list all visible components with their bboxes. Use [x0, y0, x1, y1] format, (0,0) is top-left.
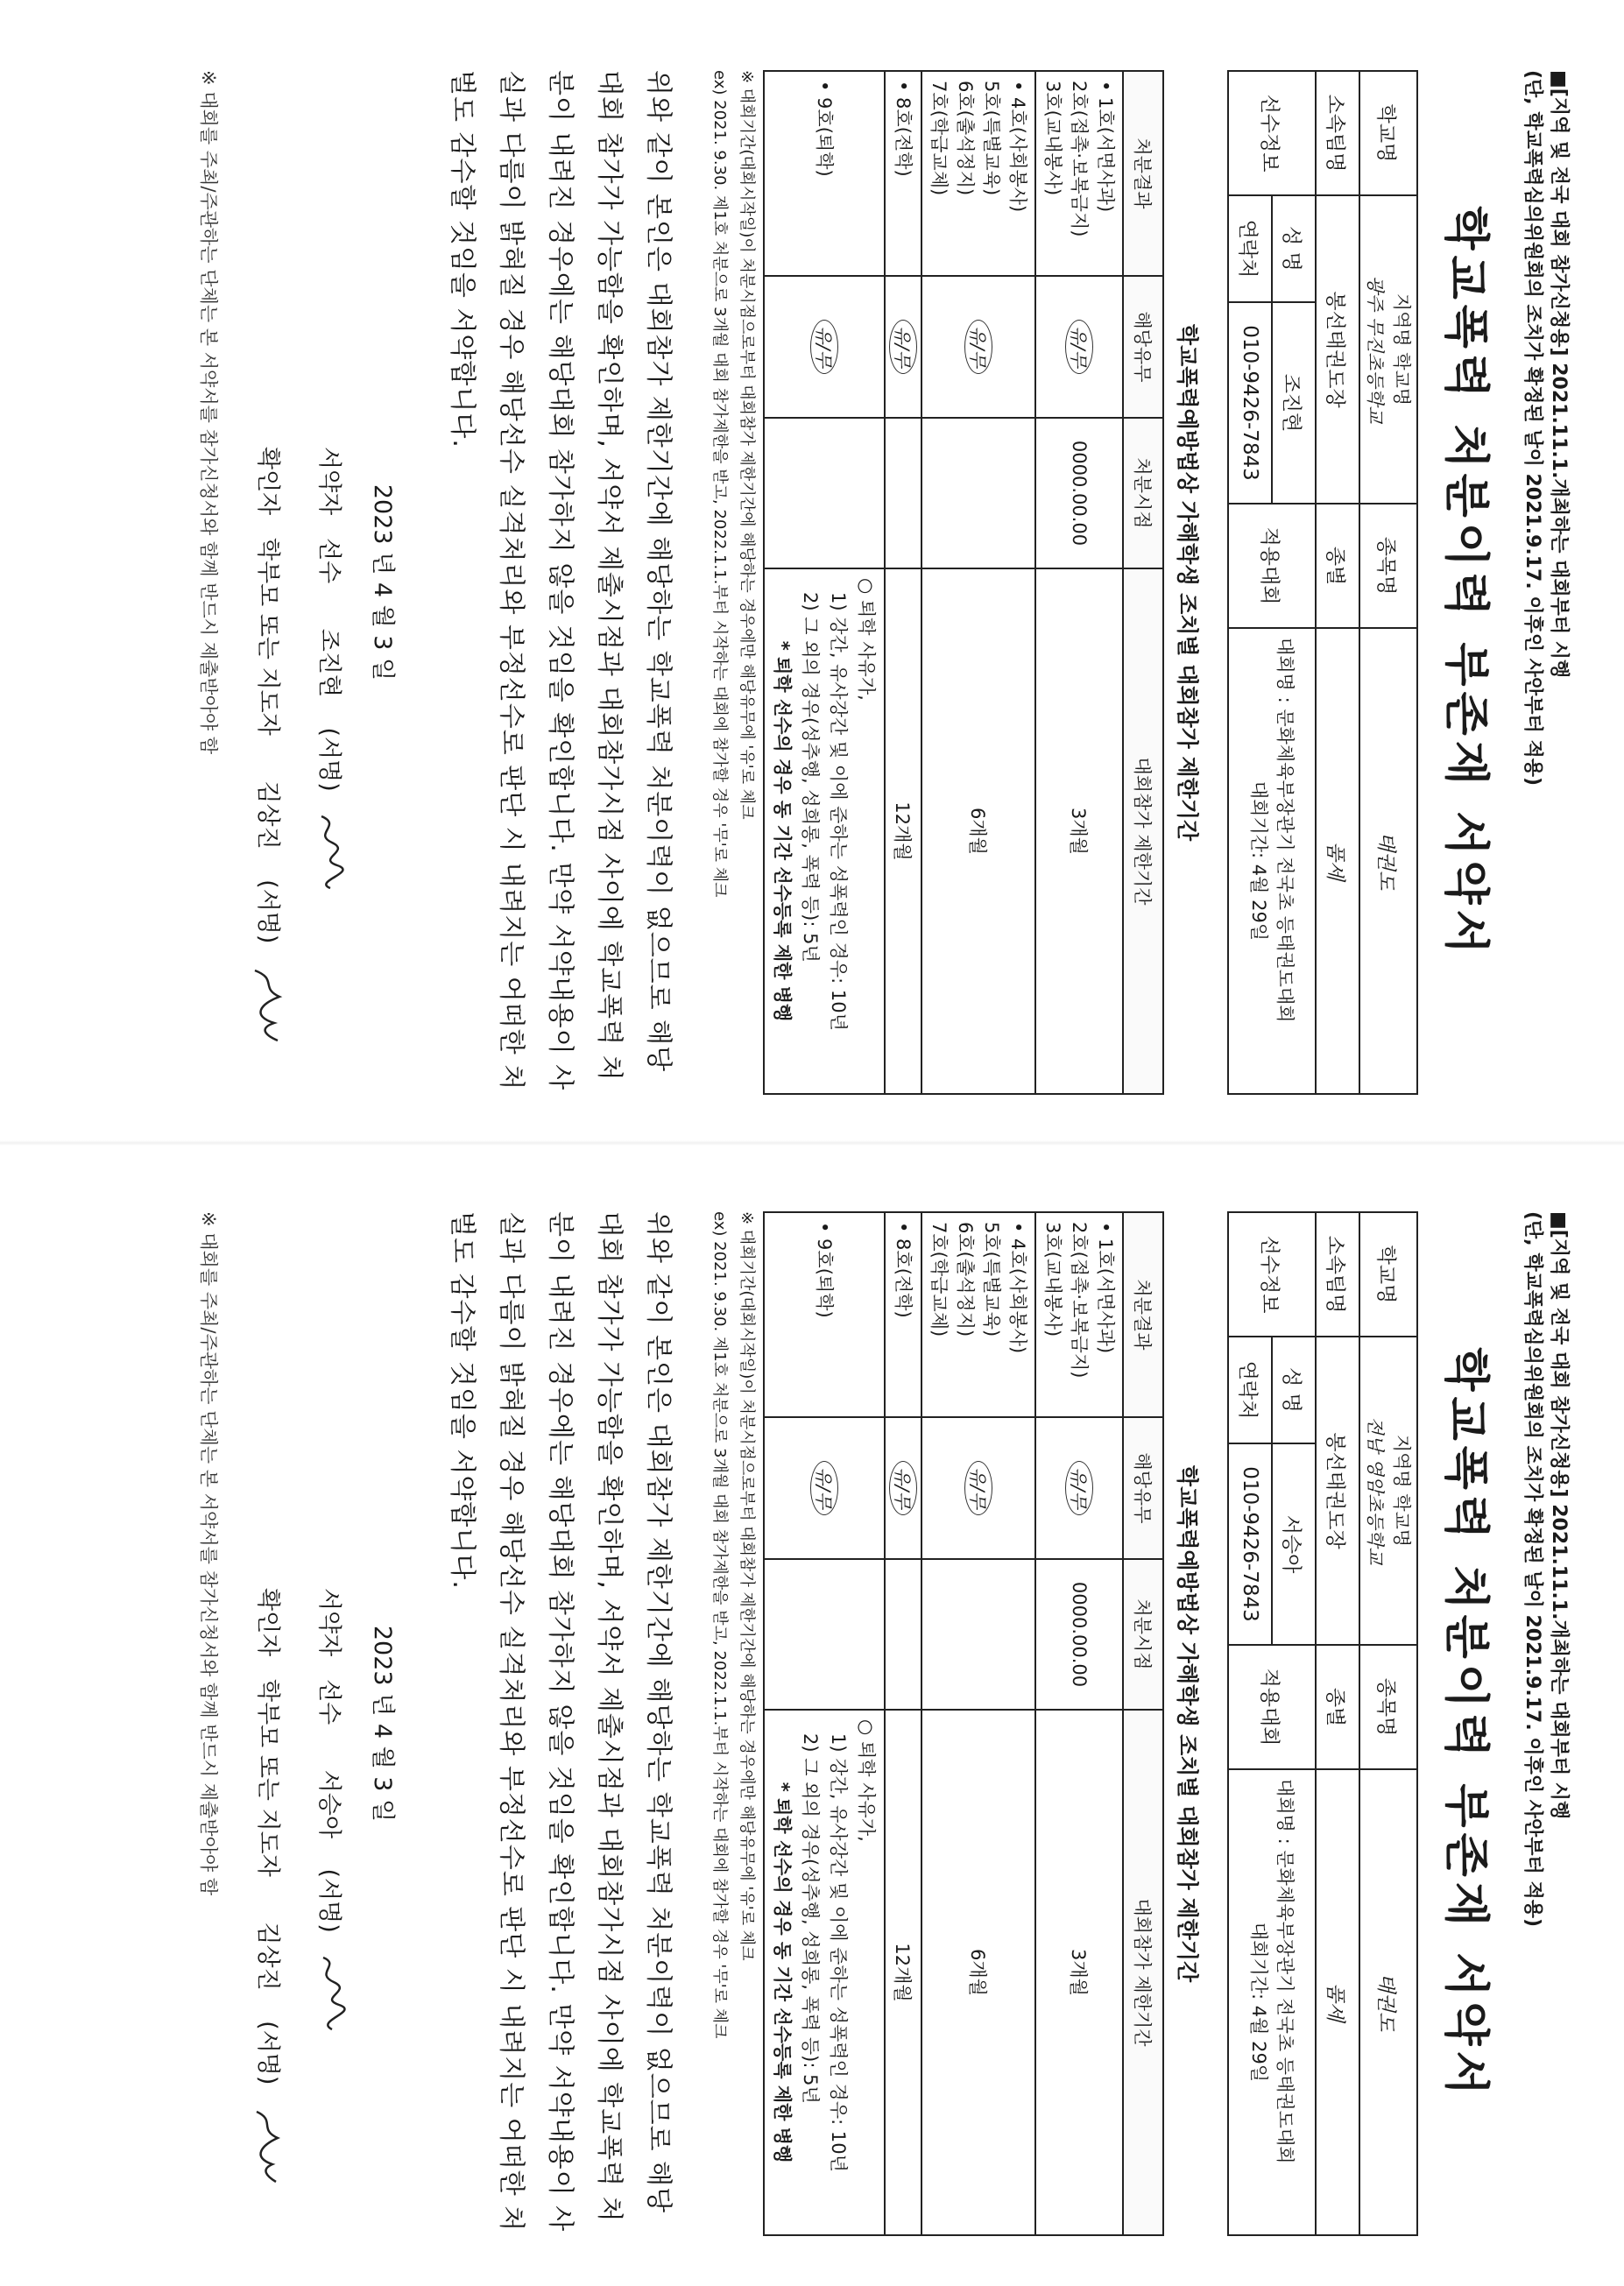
event-value: 태권도 — [1359, 628, 1417, 1094]
date-cell: 0000.00.00 — [1035, 1559, 1123, 1710]
phone-label: 연락처 — [1228, 195, 1272, 302]
footnote-2: ex) 2021. 9.30. 제1호 처분으로 3개월 대회 참가제한을 받고, 2022.1.1.부터 시작하는 대회에 참가할 경우 '무'로 체크 — [710, 70, 729, 898]
section-title: 학교폭력예방법상 가해학생 조치별 대회참가 제한기간 — [1175, 1464, 1200, 1983]
pledge-document-right — [0, 1176, 1592, 2271]
table-row — [764, 71, 885, 1094]
confirmer-seal: (서명) — [254, 2021, 281, 2085]
date-cell — [885, 1559, 921, 1710]
sign-date: 2023 년 4 월 3 일 — [369, 483, 396, 681]
signer-seal: (서명) — [315, 1868, 342, 1933]
yn-mark: 유/무 — [964, 1461, 992, 1515]
phone-value: 010-9426-7843 — [1228, 1443, 1272, 1645]
signature-mark — [247, 2106, 287, 2185]
disposition-line: • 8호(전학) — [893, 81, 914, 177]
competition-label: 적용대회 — [1228, 504, 1316, 628]
signer-line — [307, 70, 350, 1095]
disposition-line: 5호(특별교육) — [981, 81, 1002, 196]
table-row — [1035, 1212, 1123, 2235]
footnote-2: ex) 2021. 9.30. 제1호 처분으로 3개월 대회 참가제한을 받고, 2022.1.1.부터 시작하는 대회에 참가할 경우 '무'로 체크 — [710, 1211, 729, 2039]
competition-cell — [1228, 1769, 1316, 2235]
col-date: 처분시점 — [1123, 418, 1163, 568]
confirmer-seal: (서명) — [254, 879, 281, 944]
signer-seal: (서명) — [315, 727, 342, 792]
col-disposition: 처분결과 — [1123, 1212, 1163, 1417]
expel-note: * 퇴학 선수의 경우 동 기간 선수등록 제한 병행 — [772, 1782, 793, 2163]
competition-value: 대회명 : 문화체육부장관기 전국초 등태권도대회 — [1274, 638, 1296, 1023]
limit-cell: 6개월 — [921, 1710, 1035, 2235]
disposition-line: 2호(접촉·보복금지) — [1069, 1222, 1090, 1379]
limit-cell: 6개월 — [921, 568, 1035, 1094]
period-value: 대회기간: 4월 29일 — [1248, 780, 1269, 942]
confirmer-label: 확인자 — [254, 447, 281, 516]
yn-cell — [764, 1417, 885, 1559]
school-value: 광주 무진초등학교 — [1365, 275, 1386, 424]
disposition-line: • 8호(전학) — [893, 1222, 914, 1318]
col-date: 처분시점 — [1123, 1559, 1163, 1710]
table-row — [885, 71, 921, 1094]
col-disposition: 처분결과 — [1123, 71, 1163, 276]
disposition-line: • 9호(퇴학) — [814, 1222, 835, 1318]
yn-mark: 유/무 — [889, 320, 917, 374]
date-cell — [764, 1559, 885, 1710]
bottom-note: ※ 대회를 주최/주관하는 단체는 본 서약서를 참가신청서와 함께 반드시 제출받아야 함 — [198, 70, 219, 755]
name-label: 성 명 — [1272, 195, 1316, 302]
yn-cell — [1035, 276, 1123, 418]
date-cell — [885, 418, 921, 568]
event-type-value: 품세 — [1316, 628, 1359, 1094]
yn-mark: 유/무 — [810, 1461, 838, 1515]
team-label: 소속팀명 — [1316, 1212, 1359, 1337]
pledge-text: 위와 같이 본인은 대회참가 제한기간에 해당하는 학교폭력 처분이력이 없으므로 해당 대회 참가가 가능함을 확인하며, 서약서 제출시점과 대회참가시점 사이에 학교폭력 처분이 내려진 경우에는 해당대회 참가하지 않을 것임을 확인합니다. 만약 서약내용이 사실과 다름이 밝혀질 경우 해당선수 실격처리와 부정선수로 판단 시 내려지는 어떠한 처벌도 감수할 것임을 서약합니다. — [447, 70, 674, 1091]
notice-sub: (단, 학교폭력심의위원회의 조치가 확정된 날이 2021.9.17. 이후인 사안부터 적용) — [1522, 70, 1543, 787]
table-row — [921, 1212, 1035, 2235]
notice: ■[지역 및 전국 대회 참가신청용] 2021.11.1.개최하는 대회부터 시행 — [1548, 1211, 1570, 1820]
limit-cell: 12개월 — [885, 568, 921, 1094]
expel-rule-1: 1) 강간, 유사강간 및 이에 준하는 성폭력인 경우: 10년 — [828, 592, 849, 1031]
disposition-cell — [1035, 71, 1123, 276]
disposition-cell — [764, 1212, 885, 1417]
confirmer-line — [245, 1211, 289, 2236]
footnote-1: ※ 대회기간(대회시작일)이 처분시점으로부터 대회참가 제한기간에 해당하는 경우에만 해당유무에 '유'로 체크 — [738, 1211, 756, 1961]
event-type-label: 종별 — [1316, 504, 1359, 628]
confirmer-label: 확인자 — [254, 1588, 281, 1657]
school-cell — [1359, 1337, 1417, 1645]
competition-value: 대회명 : 문화체육부장관기 전국초 등태권도대회 — [1274, 1779, 1296, 2164]
scan-page-right — [0, 1143, 1624, 2286]
region-school-label: 지역명 학교명 — [1391, 1434, 1412, 1548]
col-limit: 대회참가 제한기간 — [1123, 568, 1163, 1094]
document-title: 학교폭력 처분이력 부존재 서약서 — [1439, 1347, 1492, 2100]
signer-name: 조진현 — [315, 628, 342, 698]
disposition-cell — [1035, 1212, 1123, 1417]
signer-name: 서승아 — [315, 1769, 342, 1839]
expel-head: ○ 퇴학 사유가, — [856, 1719, 877, 1842]
school-value: 전남 영암초등학교 — [1365, 1416, 1386, 1565]
col-yn: 해당유무 — [1123, 276, 1163, 418]
table-row — [885, 1212, 921, 2235]
disposition-line: 6호(출석정지) — [955, 81, 976, 196]
event-label: 종목명 — [1359, 1645, 1417, 1769]
yn-mark: 유/무 — [1065, 1461, 1093, 1515]
notice-sub: (단, 학교폭력심의위원회의 조치가 확정된 날이 2021.9.17. 이후인 사안부터 적용) — [1522, 1211, 1543, 1928]
disposition-cell — [921, 1212, 1035, 1417]
signer-role: 선수 — [315, 1679, 342, 1725]
player-label: 선수정보 — [1228, 1212, 1316, 1337]
date-cell — [764, 418, 885, 568]
signer-label: 서약자 — [315, 447, 342, 516]
event-type-value: 품세 — [1316, 1769, 1359, 2235]
disposition-cell — [764, 71, 885, 276]
disposition-line: • 1호(서면사과) — [1095, 81, 1116, 213]
signer-line — [307, 1211, 350, 2236]
disposition-line: 7호(학급교체) — [929, 1222, 950, 1337]
info-table — [1227, 70, 1418, 1095]
info-table — [1227, 1211, 1418, 2236]
date-cell: 0000.00.00 — [1035, 418, 1123, 568]
disposition-table — [763, 1211, 1164, 2236]
phone-label: 연락처 — [1228, 1337, 1272, 1443]
bottom-note: ※ 대회를 주최/주관하는 단체는 본 서약서를 참가신청서와 함께 반드시 제출받아야 함 — [198, 1211, 219, 1896]
expel-head: ○ 퇴학 사유가, — [856, 578, 877, 701]
event-label: 종목명 — [1359, 504, 1417, 628]
disposition-line: • 4호(사회봉사) — [1007, 1222, 1028, 1354]
disposition-line: • 9호(퇴학) — [814, 81, 835, 177]
limit-cell: 12개월 — [885, 1710, 921, 2235]
disposition-line: • 1호(서면사과) — [1095, 1222, 1116, 1354]
pledge-text: 위와 같이 본인은 대회참가 제한기간에 해당하는 학교폭력 처분이력이 없으므로 해당 대회 참가가 가능함을 확인하며, 서약서 제출시점과 대회참가시점 사이에 학교폭력 처분이 내려진 경우에는 해당대회 참가하지 않을 것임을 확인합니다. 만약 서약내용이 사실과 다름이 밝혀질 경우 해당선수 실격처리와 부정선수로 판단 시 내려지는 어떠한 처벌도 감수할 것임을 서약합니다. — [447, 1211, 674, 2233]
confirmer-role: 학부모 또는 지도자 — [254, 1679, 281, 1877]
team-label: 소속팀명 — [1316, 71, 1359, 195]
yn-cell — [764, 276, 885, 418]
expel-rule-2: 2) 그 외의 경우(성추행, 성희롱, 폭력 등): 5년 — [800, 592, 821, 963]
limit-cell: 3개월 — [1035, 1710, 1123, 2235]
table-row — [764, 1212, 885, 2235]
yn-cell — [885, 1417, 921, 1559]
yn-mark: 유/무 — [889, 1461, 917, 1515]
section-title: 학교폭력예방법상 가해학생 조치별 대회참가 제한기간 — [1175, 323, 1200, 842]
yn-cell — [921, 276, 1035, 418]
disposition-line: 6호(출석정지) — [955, 1222, 976, 1337]
signature-mark — [308, 1954, 349, 2033]
disposition-line: 2호(접촉·보복금지) — [1069, 81, 1090, 237]
disposition-line: • 4호(사회봉사) — [1007, 81, 1028, 213]
table-row — [921, 71, 1035, 1094]
document-title: 학교폭력 처분이력 부존재 서약서 — [1439, 206, 1492, 959]
yn-cell — [1035, 1417, 1123, 1559]
confirmer-line — [245, 70, 289, 1095]
sign-date: 2023 년 4 월 3 일 — [369, 1625, 396, 1823]
disposition-line: 5호(특별교육) — [981, 1222, 1002, 1337]
confirmer-name: 김상진 — [254, 780, 281, 850]
name-value: 조진현 — [1272, 302, 1316, 504]
event-type-label: 종별 — [1316, 1645, 1359, 1769]
school-label: 학교명 — [1359, 1212, 1417, 1337]
signature-mark — [247, 965, 287, 1044]
yn-mark: 유/무 — [810, 320, 838, 374]
expel-note: * 퇴학 선수의 경우 동 기간 선수등록 제한 병행 — [772, 640, 793, 1022]
signature-mark — [308, 813, 349, 892]
signer-role: 선수 — [315, 538, 342, 584]
yn-mark: 유/무 — [1065, 320, 1093, 374]
competition-cell — [1228, 628, 1316, 1094]
school-label: 학교명 — [1359, 71, 1417, 195]
expel-cell — [764, 568, 885, 1094]
disposition-table — [763, 70, 1164, 1095]
date-cell — [921, 1559, 1035, 1710]
expel-rule-2: 2) 그 외의 경우(성추행, 성희롱, 폭력 등): 5년 — [800, 1733, 821, 2104]
name-label: 성 명 — [1272, 1337, 1316, 1443]
expel-rule-1: 1) 강간, 유사강간 및 이에 준하는 성폭력인 경우: 10년 — [828, 1733, 849, 2172]
table-row — [1035, 71, 1123, 1094]
signer-label: 서약자 — [315, 1588, 342, 1657]
yn-mark: 유/무 — [964, 320, 992, 374]
region-school-label: 지역명 학교명 — [1391, 293, 1412, 406]
disposition-line: 3호(교내봉사) — [1042, 81, 1063, 196]
col-yn: 해당유무 — [1123, 1417, 1163, 1559]
competition-label: 적용대회 — [1228, 1645, 1316, 1769]
limit-cell: 3개월 — [1035, 568, 1123, 1094]
expel-cell — [764, 1710, 885, 2235]
footnote-1: ※ 대회기간(대회시작일)이 처분시점으로부터 대회참가 제한기간에 해당하는 경우에만 해당유무에 '유'로 체크 — [738, 70, 756, 820]
player-label: 선수정보 — [1228, 71, 1316, 195]
event-value: 태권도 — [1359, 1769, 1417, 2235]
disposition-cell — [885, 71, 921, 276]
date-cell — [921, 418, 1035, 568]
disposition-line: 7호(학급교체) — [929, 81, 950, 196]
disposition-cell — [885, 1212, 921, 1417]
yn-cell — [921, 1417, 1035, 1559]
phone-value: 010-9426-7843 — [1228, 302, 1272, 504]
team-value: 봉선태권도장 — [1316, 195, 1359, 504]
disposition-cell — [921, 71, 1035, 276]
confirmer-role: 학부모 또는 지도자 — [254, 538, 281, 736]
disposition-line: 3호(교내봉사) — [1042, 1222, 1063, 1337]
yn-cell — [885, 276, 921, 418]
team-value: 봉선태권도장 — [1316, 1337, 1359, 1645]
confirmer-name: 김상진 — [254, 1922, 281, 1991]
pledge-document-left — [0, 35, 1592, 1130]
period-value: 대회기간: 4월 29일 — [1248, 1922, 1269, 2083]
school-cell — [1359, 195, 1417, 504]
col-limit: 대회참가 제한기간 — [1123, 1710, 1163, 2235]
name-value: 서승아 — [1272, 1443, 1316, 1645]
notice: ■[지역 및 전국 대회 참가신청용] 2021.11.1.개최하는 대회부터 시행 — [1548, 70, 1570, 679]
